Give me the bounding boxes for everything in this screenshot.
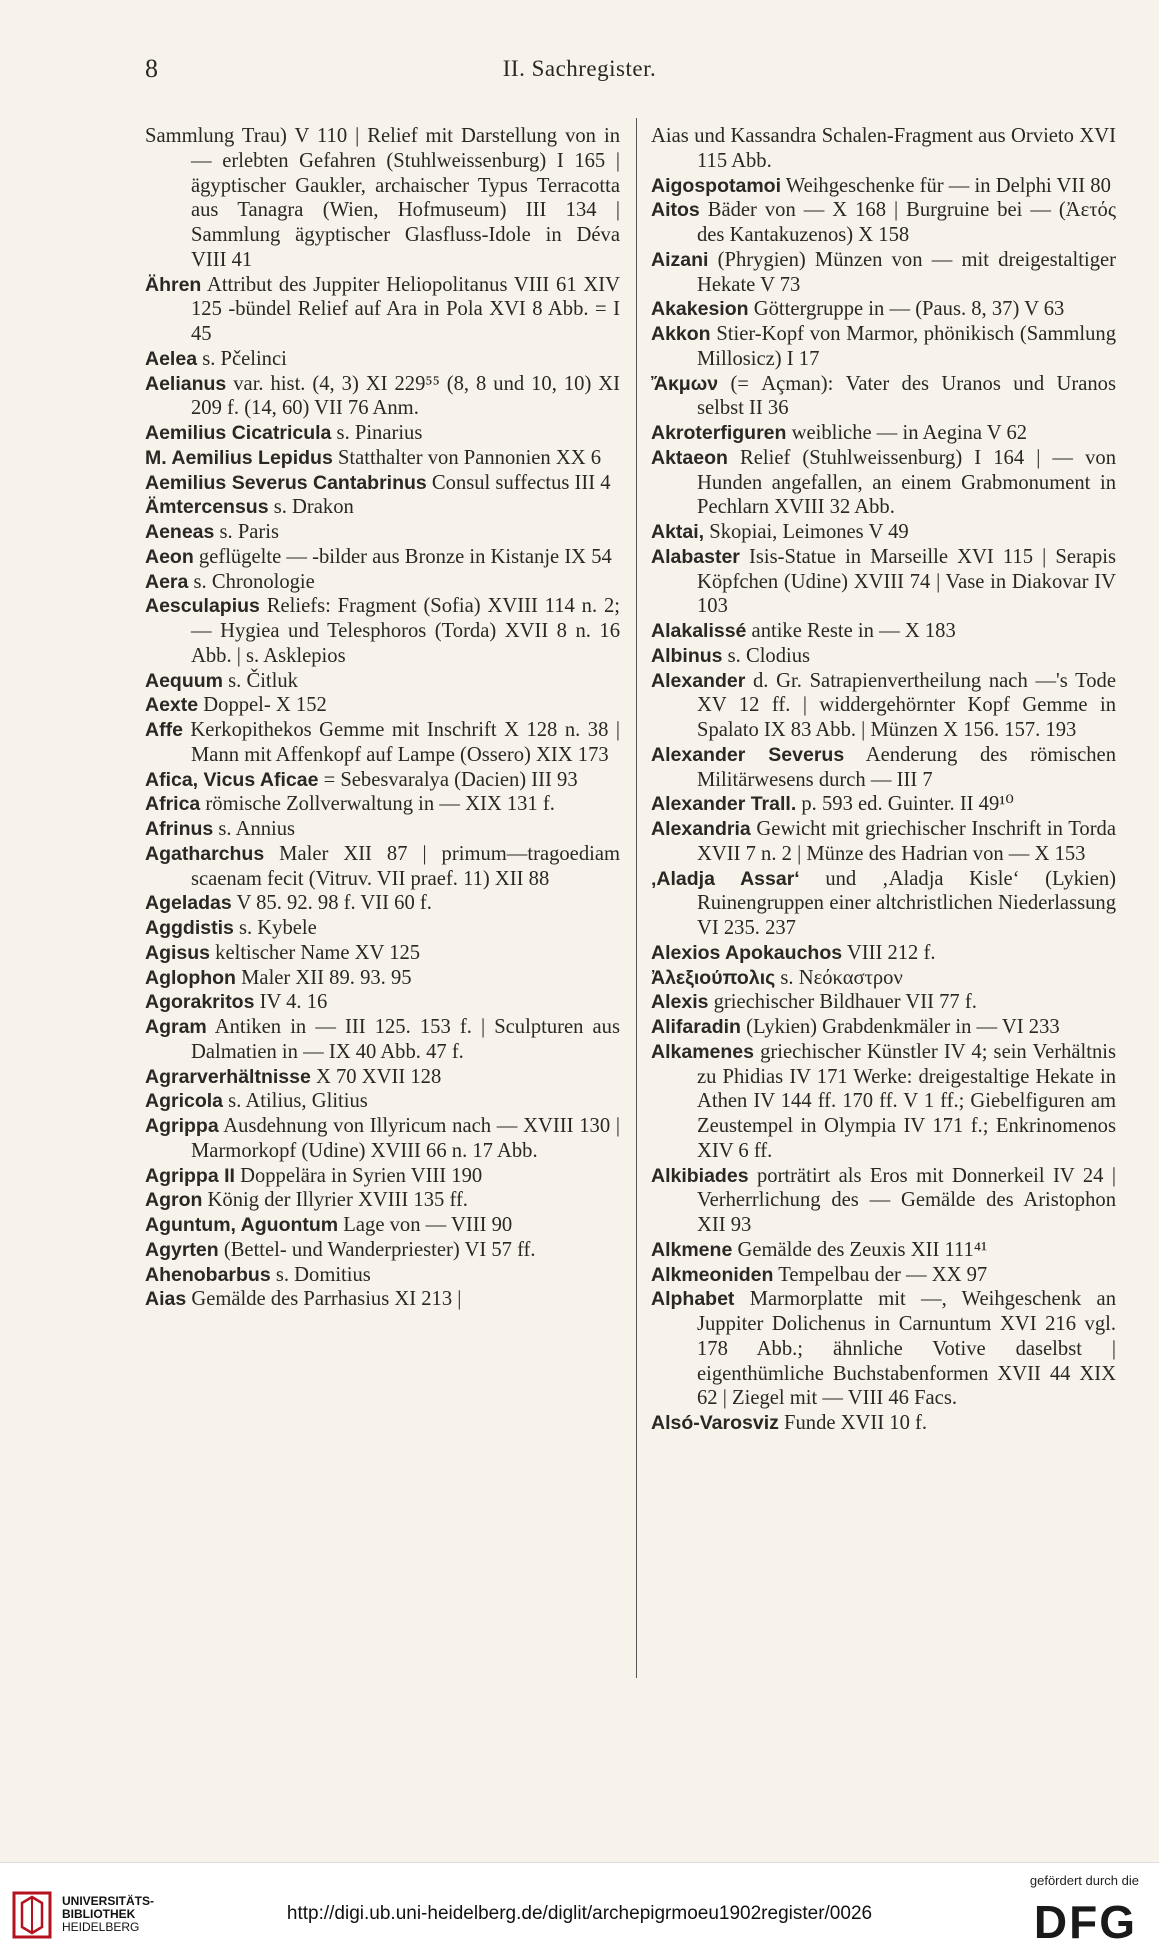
- index-entry: [651, 743, 1116, 793]
- index-entry: [145, 495, 620, 520]
- entry-text: Consul suffectus III 4: [426, 471, 611, 494]
- entry-text: Reliefs: Fragment (Sofia) XVIII 114 n. 2; — Hygiea und Telesphoros (Torda) XVII 8 n. 16 Abb. | s. Asklepios: [191, 595, 620, 667]
- entry-headword: Aemilius Severus Cantabrinus: [145, 471, 427, 494]
- entry-headword: Alkmene: [651, 1238, 733, 1261]
- index-entry: [651, 545, 1116, 619]
- index-entry: [651, 174, 1116, 199]
- entry-text: Isis-Statue in Marseille XVI 115 | Serapis Köpfchen (Udine) XVIII 74 | Vase in Diakovar IV 103: [697, 545, 1116, 618]
- entry-text: Statthalter von Pannonien XX 6: [332, 446, 602, 469]
- index-entry: [651, 644, 1116, 669]
- entry-headword: Alakalissé: [651, 620, 747, 642]
- index-entry: [145, 1238, 620, 1263]
- entry-text: Gemälde des Zeuxis XII 111⁴¹: [732, 1238, 988, 1261]
- index-entry: [145, 1114, 620, 1164]
- entry-headword: M. Aemilius Lepidus: [145, 446, 333, 469]
- index-entry: [145, 1287, 620, 1312]
- entry-text: = Sebesvaralya (Dacien) III 93: [318, 768, 578, 791]
- entry-text: Attribut des Juppiter Heliopolitanus VIII 61 XIV 125 -bündel Relief auf Ara in Pola XVI 8 Abb. = I 45: [191, 273, 620, 345]
- entry-headword: Aeneas: [145, 521, 215, 543]
- entry-headword: Alexandria: [651, 818, 751, 840]
- index-entry: [145, 124, 620, 273]
- entry-text: IV 4. 16: [254, 991, 328, 1014]
- index-entry: [145, 842, 620, 892]
- index-entry: [145, 421, 620, 446]
- source-url[interactable]: http://digi.ub.uni-heidelberg.de/diglit/archepigrmoeu1902register/0026: [286, 1903, 873, 1924]
- entry-headword: Alexios Apokauchos: [651, 941, 843, 964]
- entry-text: griechischer Künstler IV 4; sein Verhältnis zu Phidias IV 171 Werke: dreigestaltige Hekate in Athen IV 144 ff. 170 ff. V 1 ff.; Giebelfiguren am Zeustempel in Olympia IV 171 f.; Enkrinomenos XIV 6 ff.: [697, 1040, 1116, 1162]
- entry-headword: Aequum: [145, 669, 223, 692]
- index-entry: [651, 867, 1116, 941]
- entry-text: s. Paris: [214, 521, 280, 543]
- entry-headword: Aesculapius: [145, 595, 260, 618]
- entry-text: s. Kybele: [233, 917, 317, 939]
- index-entry: [145, 966, 620, 991]
- index-entry: [145, 520, 620, 545]
- entry-headword: Aggdistis: [145, 917, 234, 939]
- entry-headword: Aizani: [651, 248, 709, 271]
- entry-text: römische Zollverwaltung in — XIX 131 f.: [200, 793, 555, 816]
- index-entry: [145, 570, 620, 595]
- index-entry: [145, 718, 620, 768]
- entry-headword: Aias: [145, 1288, 187, 1311]
- index-entry: [651, 297, 1116, 322]
- entry-text: p. 593 ed. Guinter. II 49¹⁰: [796, 793, 1014, 816]
- entry-text: d. Gr. Satrapienvertheilung nach —'s Tode XV 12 ff. | widdergehörnter Kopf Gemme in Spalato IX 83 Abb. | Münzen X 156. 157. 193: [697, 669, 1116, 741]
- index-entry: [145, 817, 620, 842]
- entry-headword: Agricola: [145, 1090, 224, 1113]
- entry-text: Funde XVII 10 f.: [778, 1412, 928, 1434]
- entry-headword: Akroterfiguren: [651, 422, 787, 444]
- entry-headword: Aktai,: [651, 521, 705, 543]
- entry-headword: Aelianus: [145, 372, 227, 395]
- index-entry: [145, 669, 620, 694]
- entry-text: Lage von — VIII 90: [338, 1214, 513, 1236]
- entry-headword: Alkibiades: [651, 1164, 749, 1187]
- entry-headword: Agrarverhältnisse: [145, 1065, 311, 1088]
- entry-headword: Alabaster: [651, 545, 740, 568]
- entry-headword: Alifaradin: [651, 1016, 741, 1038]
- index-entry: [651, 817, 1116, 867]
- index-entry: [651, 322, 1116, 372]
- index-entry: [145, 1188, 620, 1213]
- entry-headword: Agatharchus: [145, 842, 265, 865]
- index-entry: [651, 1015, 1116, 1040]
- index-entry: [145, 990, 620, 1015]
- index-entry: [145, 768, 620, 793]
- entry-headword: Africa: [145, 793, 201, 816]
- entry-text: s. Domitius: [270, 1263, 371, 1286]
- entry-headword: Albinus: [651, 644, 723, 667]
- entry-text: Relief (Stuhlweissenburg) I 164 | — von Hunden angefallen, an einem Grabmonument in Pechlarn XVIII 32 Abb.: [697, 446, 1116, 519]
- entry-headword: Akkon: [651, 323, 711, 345]
- index-entry: [145, 792, 620, 817]
- entry-headword: Alsó-Varosviz: [651, 1412, 779, 1434]
- entry-headword: Alexander: [651, 669, 746, 692]
- entry-headword: Alexander Severus: [651, 743, 845, 766]
- entry-text: Stier-Kopf von Marmor, phönikisch (Sammlung Millosicz) I 17: [697, 323, 1116, 370]
- index-entry: [145, 1089, 620, 1114]
- entry-headword: Alphabet: [651, 1288, 735, 1311]
- index-entry: [651, 619, 1116, 644]
- entry-text: s. Čitluk: [223, 669, 298, 692]
- index-column-left: [145, 124, 620, 1312]
- index-entry: [145, 594, 620, 668]
- index-entry: [145, 693, 620, 718]
- entry-headword: Alkmeoniden: [651, 1263, 774, 1286]
- entry-headword: Aeon: [145, 545, 194, 568]
- entry-text: Maler XII 89. 93. 95: [235, 966, 412, 989]
- entry-headword: Agram: [145, 1016, 207, 1038]
- page-header: [0, 50, 1159, 90]
- index-entry: [145, 446, 620, 471]
- entry-text: (Bettel- und Wanderpriester) VI 57 ff.: [218, 1238, 536, 1261]
- entry-headword: Aexte: [145, 694, 199, 717]
- index-entry: [145, 916, 620, 941]
- entry-text: s. Drakon: [268, 496, 354, 519]
- entry-text: Gewicht mit griechischer Inschrift in Torda XVII 7 n. 2 | Münze des Hadrian von — X 153: [697, 818, 1116, 865]
- page-title: II. Sachregister.: [502, 56, 657, 81]
- entry-text: Antiken in — III 125. 153 f. | Sculpturen aus Dalmatien in — IX 40 Abb. 47 f.: [191, 1016, 620, 1063]
- index-entry: [145, 1015, 620, 1065]
- index-entry: [651, 421, 1116, 446]
- entry-text: König der Illyrier XVIII 135 ff.: [202, 1189, 468, 1212]
- entry-text: porträtirt als Eros mit Donnerkeil IV 24 | Verherrlichung des — Gemälde des Aristophon XII 93: [697, 1164, 1116, 1236]
- entry-headword: Agisus: [145, 941, 211, 964]
- index-entry: [651, 1164, 1116, 1238]
- index-entry: [145, 1164, 620, 1189]
- entry-text: Gemälde des Parrhasius XI 213 |: [186, 1288, 462, 1311]
- entry-text: (Phrygien) Münzen von — mit dreigestaltiger Hekate V 73: [697, 248, 1116, 296]
- entry-text: Skopiai, Leimones V 49: [704, 521, 909, 543]
- entry-headword: Afrinus: [145, 818, 214, 840]
- entry-headword: Alkamenes: [651, 1040, 754, 1063]
- entry-text: keltischer Name XV 125: [210, 941, 421, 964]
- index-entry: [651, 966, 1116, 991]
- dfg-logo: DFG: [1033, 1896, 1137, 1948]
- entry-text: s. Pinarius: [331, 422, 423, 444]
- entry-text: s. Clodius: [722, 644, 811, 667]
- entry-text: s. Annius: [213, 818, 296, 840]
- entry-text: geflügelte — -bilder aus Bronze in Kistanje IX 54: [193, 545, 612, 568]
- index-entry: [651, 792, 1116, 817]
- sponsor-note: gefördert durch die: [1029, 1873, 1139, 1888]
- entry-text: Aenderung des römischen Militärwesens durch — III 7: [697, 743, 1116, 791]
- entry-text: Maler XII 87 | primum—tragoediam scaenam fecit (Vitruv. VII praef. 11) XII 88: [191, 842, 620, 890]
- entry-text: weibliche — in Aegina V 62: [786, 422, 1028, 444]
- index-entry: [145, 1213, 620, 1238]
- index-entry: [651, 520, 1116, 545]
- entry-headword: Aera: [145, 570, 189, 593]
- index-entry: [145, 545, 620, 570]
- entry-text: Doppelära in Syrien VIII 190: [234, 1164, 483, 1187]
- entry-text: griechischer Bildhauer VII 77 f.: [708, 991, 977, 1014]
- entry-headword: Ἀλεξιούπολις: [651, 966, 776, 989]
- entry-text: antike Reste in — X 183: [746, 620, 956, 642]
- entry-headword: Aguntum, Aguontum: [145, 1214, 339, 1236]
- entry-headword: Agrippa II: [145, 1164, 235, 1187]
- index-entry: [651, 669, 1116, 743]
- index-entry: [651, 1263, 1116, 1288]
- index-entry: [651, 990, 1116, 1015]
- entry-text: Marmorplatte mit —, Weihgeschenk an Juppiter Dolichenus in Carnuntum XVI 216 vgl. 178 Abb.; ähnliche Votive daselbst | eigenthümliche Buchstabenformen XVII 44 XIX 62 | Ziegel mit — VIII 46 Facs.: [697, 1288, 1116, 1410]
- entry-headword: Alexis: [651, 991, 709, 1014]
- entry-headword: Ahenobarbus: [145, 1263, 271, 1286]
- entry-text: V 85. 92. 98 f. VII 60 f.: [231, 892, 432, 915]
- entry-text: Ausdehnung von Illyricum nach — XVIII 130 | Marmorkopf (Udine) XVIII 66 n. 17 Abb.: [191, 1115, 620, 1162]
- index-entry: [145, 891, 620, 916]
- index-entry: [651, 248, 1116, 298]
- entry-text: (= Açman): Vater des Uranos und Uranos selbst II 36: [697, 372, 1116, 420]
- entry-text: X 70 XVII 128: [310, 1065, 442, 1088]
- index-entry: [145, 1263, 620, 1288]
- entry-headword: Agron: [145, 1189, 203, 1212]
- entry-headword: Ämtercensus: [145, 496, 269, 519]
- entry-headword: ‚Aladja Assar‘: [651, 867, 800, 890]
- index-entry: [145, 471, 620, 496]
- viewer-footer: [0, 1862, 1159, 1955]
- entry-text: und ‚Aladja Kisle‘ (Lykien) Ruinengruppen einer altchristlichen Niederlassung VI 235. 237: [697, 867, 1116, 939]
- entry-headword: Akakesion: [651, 298, 749, 321]
- entry-headword: Aktaeon: [651, 446, 728, 469]
- entry-text: s. Νεόκαστρον: [775, 966, 903, 989]
- entry-headword: Agyrten: [145, 1238, 219, 1261]
- entry-headword: Ageladas: [145, 892, 232, 915]
- entry-text: Tempelbau der — XX 97: [773, 1263, 988, 1286]
- institution-name: UNIVERSITÄTS- BIBLIOTHEK HEIDELBERG: [62, 1894, 155, 1934]
- entry-text: (Lykien) Grabdenkmäler in — VI 233: [740, 1016, 1060, 1038]
- index-entry: [651, 941, 1116, 966]
- entry-headword: Alexander Trall.: [651, 793, 797, 816]
- index-entry: [145, 941, 620, 966]
- page-number: 8: [145, 54, 158, 83]
- entry-headword: Agrippa: [145, 1115, 219, 1137]
- index-entry: [651, 1287, 1116, 1411]
- entry-headword: Aitos: [651, 199, 700, 222]
- entry-headword: Afica, Vicus Aficae: [145, 768, 319, 791]
- entry-text: s. Atilius, Glitius: [223, 1090, 368, 1113]
- entry-text: Aias und Kassandra Schalen-Fragment aus Orvieto XVI 115 Abb.: [651, 125, 1116, 172]
- entry-headword: Agorakritos: [145, 991, 255, 1014]
- entry-text: Weihgeschenke für — in Delphi VII 80: [781, 174, 1111, 197]
- entry-text: s. Pčelinci: [197, 347, 287, 370]
- entry-text: s. Chronologie: [188, 570, 315, 593]
- entry-headword: Affe: [145, 719, 183, 741]
- index-entry: [651, 1040, 1116, 1164]
- entry-text: VIII 212 f.: [842, 941, 936, 964]
- entry-headword: Aelea: [145, 347, 198, 370]
- index-entry: [651, 372, 1116, 422]
- entry-headword: Ähren: [145, 273, 202, 296]
- entry-headword: Aemilius Cicatricula: [145, 422, 332, 444]
- entry-text: Doppel- X 152: [198, 694, 327, 717]
- entry-text: Sammlung Trau) V 110 | Relief mit Darstellung von in — erlebten Gefahren (Stuhlweissenburg) I 165 | ägyptischer Gaukler, archaischer Typus Terracotta aus Tanagra (Wien, Hofmuseum) III 134 | Sammlung ägyptischer Glasfluss-Idole in Déva VIII 41: [145, 125, 620, 271]
- index-column-right: [651, 124, 1116, 1436]
- entry-headword: Aglophon: [145, 966, 236, 989]
- index-entry: [145, 273, 620, 347]
- index-entry: [651, 124, 1116, 174]
- entry-text: Kerkopithekos Gemme mit Inschrift X 128 n. 38 | Mann mit Affenkopf auf Lampe (Ossero) XIX 173: [182, 719, 620, 766]
- index-entry: [651, 1238, 1116, 1263]
- column-divider: [636, 118, 637, 1678]
- index-entry: [145, 372, 620, 422]
- entry-text: var. hist. (4, 3) XI 229⁵⁵ (8, 8 und 10, 10) XI 209 f. (14, 60) VII 76 Anm.: [191, 372, 620, 420]
- index-entry: [145, 1065, 620, 1090]
- index-entry: [651, 198, 1116, 248]
- index-entry: [145, 347, 620, 372]
- entry-headword: Aigospotamoi: [651, 174, 781, 197]
- entry-headword: Ἄκμων: [651, 372, 719, 395]
- index-entry: [651, 446, 1116, 520]
- entry-text: Göttergruppe in — (Paus. 8, 37) V 63: [748, 298, 1065, 321]
- entry-text: Bäder von — X 168 | Burgruine bei — (Ἀετός des Kantakuzenos) X 158: [697, 199, 1116, 246]
- index-entry: [651, 1411, 1116, 1436]
